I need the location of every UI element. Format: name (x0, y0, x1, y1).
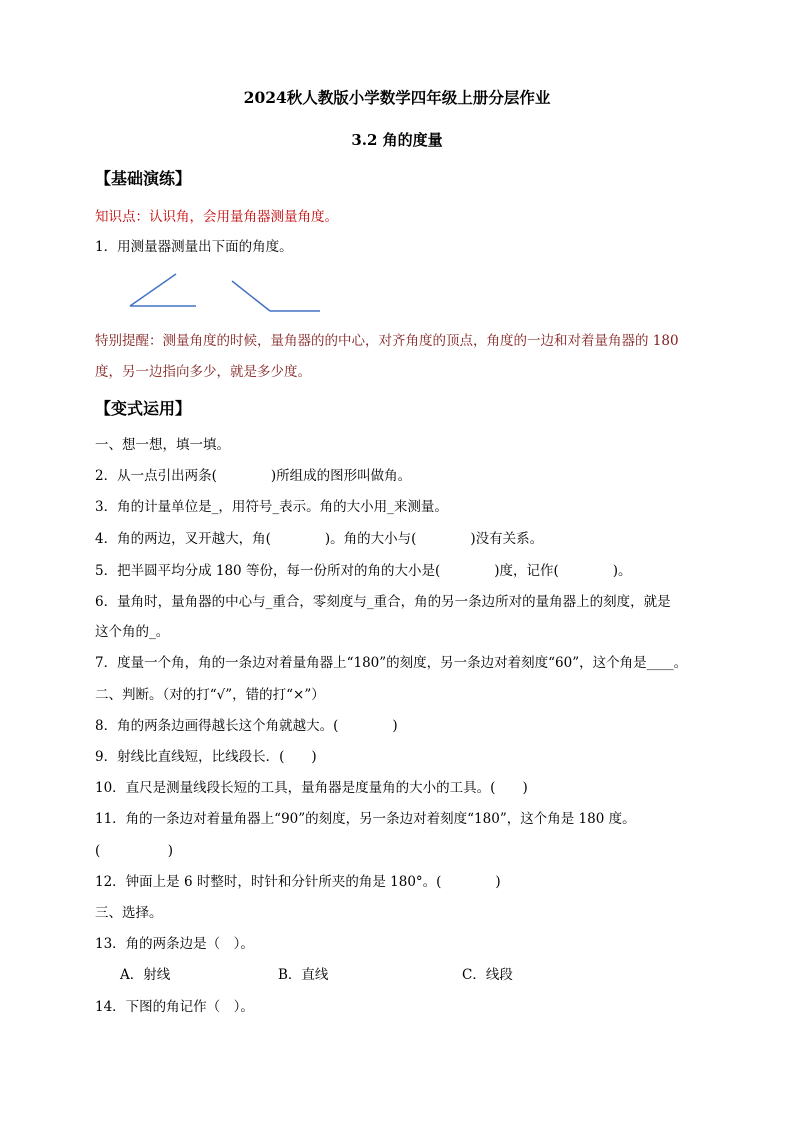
angle-2-ray-upper (232, 281, 270, 311)
question-2: 2．从一点引出两条( )所组成的图形叫做角。 (95, 468, 412, 484)
angle-figure-2 (232, 281, 320, 311)
part-3-heading: 三、选择。 (95, 905, 163, 921)
question-11-line-1: 11．角的一条边对着量角器上“90”的刻度，另一条边对着刻度“180”，这个角是 180 度。 (95, 811, 636, 827)
question-1: 1．用测量器测量出下面的角度。 (95, 239, 293, 255)
part-2-heading: 二、判断。（对的打“√”，错的打“×”） (95, 687, 325, 703)
question-10: 10．直尺是测量线段长短的工具，量角器是度量角的大小的工具。( ) (95, 780, 528, 796)
part-1-heading: 一、想一想，填一填。 (95, 437, 230, 453)
question-6-line-2: 这个角的_。 (95, 624, 170, 640)
tip-line-2: 度，另一边指向多少，就是多少度。 (95, 364, 311, 380)
angle-1-ray-upper (130, 274, 176, 306)
question-13-option-a: A．射线 (120, 967, 171, 983)
document-title: 2024秋人教版小学数学四年级上册分层作业 (243, 88, 551, 107)
question-4: 4．角的两边，叉开越大，角( )。角的大小与( )没有关系。 (95, 531, 544, 547)
knowledge-point: 知识点：认识角，会用量角器测量角度。 (95, 209, 338, 225)
document-subtitle: 3.2 角的度量 (351, 131, 443, 149)
question-11-line-2: ( ) (95, 843, 174, 859)
question-9: 9．射线比直线短，比线段长．( ) (95, 749, 317, 765)
question-12: 12．钟面上是 6 时整时，时针和分针所夹的角是 180°。( ) (95, 874, 501, 890)
angle-figure-1 (130, 274, 196, 306)
tip-line-1: 特别提醒：测量角度的时候，量角器的的中心，对齐角度的顶点，角度的一边和对着量角器的 180 (95, 333, 679, 349)
question-6-line-1: 6．量角时，量角器的中心与_重合，零刻度与_重合，角的另一条边所对的量角器上的刻度，就是 (95, 594, 671, 610)
question-3: 3．角的计量单位是_，用符号_表示。角的大小用_来测量。 (95, 499, 448, 515)
question-14: 14．下图的角记作（ ）。 (95, 999, 254, 1015)
angle-figures (120, 268, 340, 322)
question-7: 7．度量一个角，角的一条边对着量角器上“180”的刻度，另一条边对着刻度“60”，这个角是____。 (95, 655, 688, 671)
section-heading-variant: 【变式运用】 (95, 399, 192, 418)
section-heading-basic: 【基础演练】 (95, 169, 192, 188)
question-13-option-b: B．直线 (278, 967, 329, 983)
question-8: 8．角的两条边画得越长这个角就越大。( ) (95, 718, 398, 734)
question-13-option-c: C．线段 (462, 967, 513, 983)
question-5: 5．把半圆平均分成 180 等份，每一份所对的角的大小是( )度，记作( )。 (95, 563, 632, 579)
question-13: 13．角的两条边是（ ）。 (95, 936, 254, 952)
